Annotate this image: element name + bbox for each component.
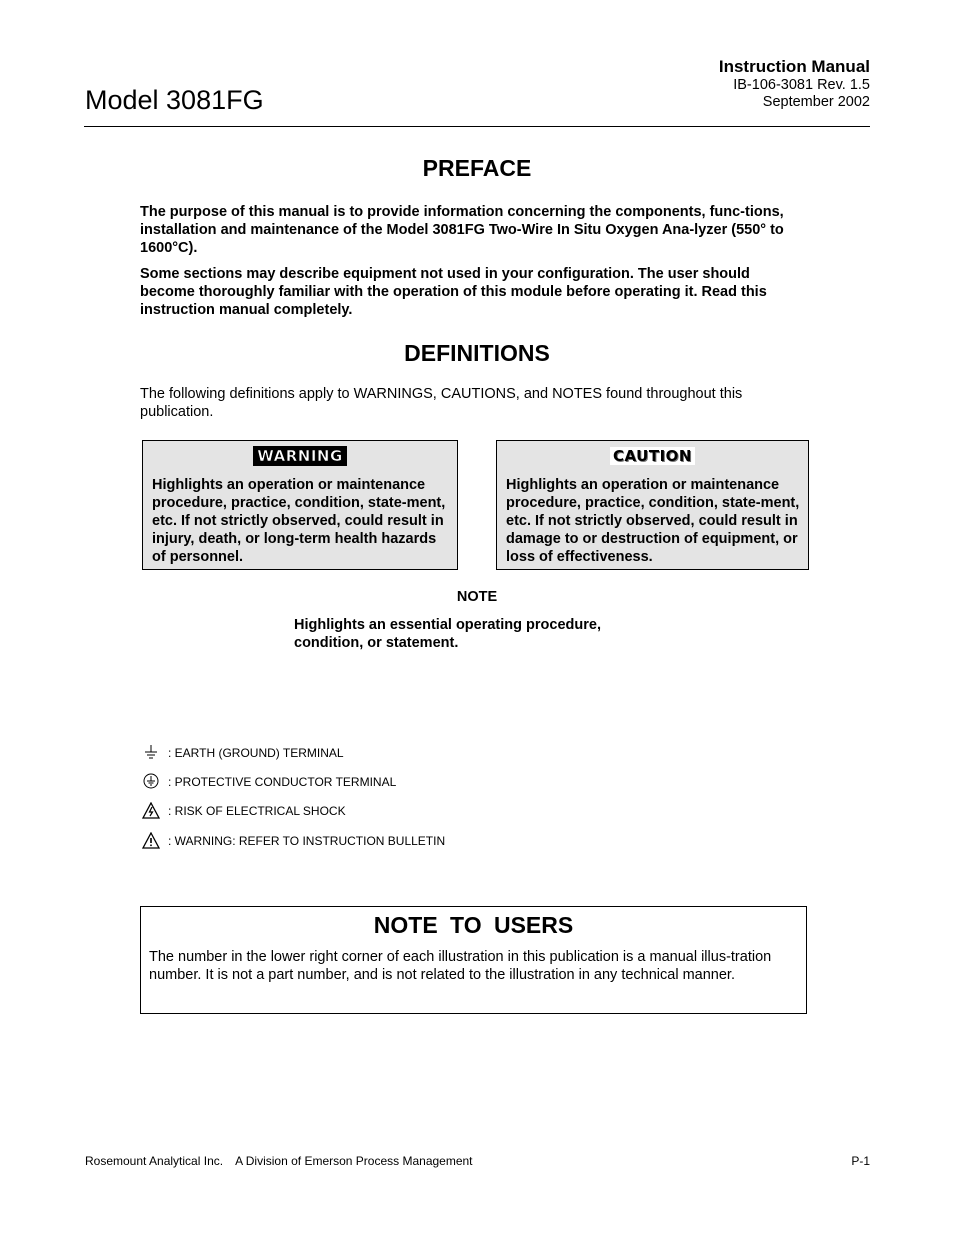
footer-company-line: [85, 1154, 473, 1168]
model-title: Model 3081FG: [85, 85, 264, 115]
header-divider: [84, 126, 870, 127]
symbol-label: : PROTECTIVE CONDUCTOR TERMINAL: [168, 775, 397, 789]
manual-label: Instruction Manual: [718, 57, 870, 76]
header-info: [719, 57, 870, 111]
note-label: NOTE: [456, 589, 498, 605]
symbol-row-earth: [142, 744, 344, 762]
earth-ground-icon: [142, 744, 160, 762]
warning-text: Highlights an operation or maintenance procedure, practice, condition, state-ment, etc. If not strictly observed, could result in injury, death, or long-term health hazards of personnel.: [152, 477, 446, 565]
definitions-intro: The following definitions apply to WARNINGS, CAUTIONS, and NOTES found throughout this publication.: [140, 386, 743, 420]
symbol-row-warning: [142, 832, 445, 850]
preface-paragraph-1: The purpose of this manual is to provide information concerning the components, func-tions, installation and maintenance of the Model 3081FG Two-Wire In Situ Oxygen Ana-lyzer (550° to 1600°C).: [140, 204, 784, 256]
symbol-label: : WARNING: REFER TO INSTRUCTION BULLETIN: [168, 834, 446, 848]
doc-number: IB-106-3081 Rev. 1.5: [733, 77, 870, 93]
caution-label: CAUTION: [497, 446, 808, 466]
note-to-users-heading: NOTE TO USERS: [373, 912, 574, 938]
warning-label: WARNING: [143, 446, 457, 466]
symbol-row-shock: [142, 802, 346, 820]
symbol-label: : EARTH (GROUND) TERMINAL: [168, 746, 344, 760]
warning-box: [142, 440, 458, 570]
caution-text: Highlights an operation or maintenance procedure, practice, condition, state-ment, etc. If not strictly observed, could result in damage to or destruction of equipment, or loss of effectiveness.: [506, 477, 800, 565]
preface-paragraph-2: Some sections may describe equipment not used in your configuration. The user should become thoroughly familiar with the operation of this module before operating it. Read this instruction manual completely.: [140, 266, 767, 318]
symbol-row-protective: [142, 773, 396, 791]
preface-heading: PREFACE: [422, 155, 532, 181]
caution-box: [496, 440, 809, 570]
note-to-users-box: [140, 906, 807, 1014]
footer-division: A Division of Emerson Process Management: [235, 1154, 473, 1168]
note-text: Highlights an essential operating procedure, condition, or statement.: [294, 617, 601, 651]
electrical-shock-icon: [142, 802, 160, 820]
warning-triangle-icon: [142, 832, 160, 850]
page-number: P-1: [851, 1154, 870, 1168]
protective-conductor-icon: [142, 773, 160, 791]
doc-date: September 2002: [762, 94, 870, 110]
footer-company: Rosemount Analytical Inc.: [85, 1154, 224, 1168]
symbol-label: : RISK OF ELECTRICAL SHOCK: [168, 804, 346, 818]
note-to-users-text: The number in the lower right corner of each illustration in this publication is a manual illus-tration number. It is not a part number, and is not related to the illustration in any technical manner.: [149, 949, 772, 983]
definitions-heading: DEFINITIONS: [404, 340, 550, 366]
